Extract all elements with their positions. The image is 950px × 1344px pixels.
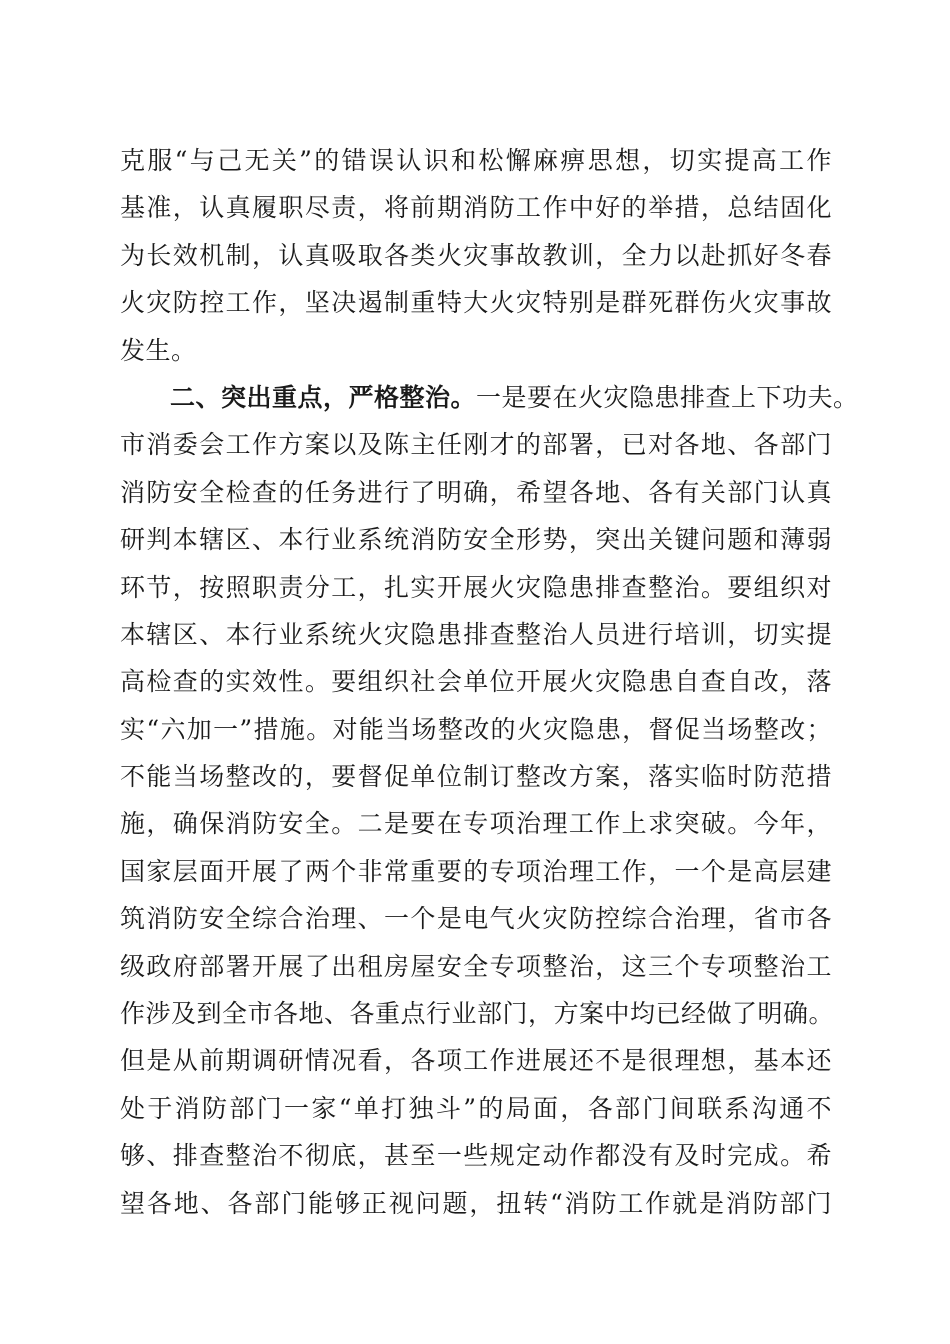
text-line: 处于消防部门一家“单打独斗”的局面，各部门间联系沟通不 — [120, 1093, 832, 1123]
text-line: 环节，按照职责分工，扎实开展火灾隐患排查整治。要组织对 — [120, 572, 832, 602]
text-line: 国家层面开展了两个非常重要的专项治理工作，一个是高层建 — [120, 856, 832, 886]
section-heading: 二、突出重点，严格整治。 — [170, 382, 477, 412]
text-line: 市消委会工作方案以及陈主任刚才的部署，已对各地、各部门 — [120, 430, 832, 460]
text-line: 级政府部署开展了出租房屋安全专项整治，这三个专项整治工 — [120, 951, 832, 981]
text-line: 施，确保消防安全。二是要在专项治理工作上求突破。今年， — [120, 809, 832, 839]
text-line: 实“六加一”措施。对能当场整改的火灾隐患，督促当场整改； — [120, 714, 832, 744]
text-line: 基准，认真履职尽责，将前期消防工作中好的举措，总结固化 — [120, 193, 832, 223]
text-line: 但是从前期调研情况看，各项工作进展还不是很理想，基本还 — [120, 1046, 832, 1076]
text-line: 本辖区、本行业系统火灾隐患排查整治人员进行培训，切实提 — [120, 619, 832, 649]
text-line: 不能当场整改的，要督促单位制订整改方案，落实临时防范措 — [120, 762, 832, 792]
text-line: 望各地、各部门能够正视问题，扭转“消防工作就是消防部门 — [120, 1188, 832, 1218]
document-body — [120, 137, 859, 1227]
text-line: 克服“与己无关”的错误认识和松懈麻痹思想，切实提高工作 — [120, 146, 832, 175]
text-line: 筑消防安全综合治理、一个是电气火灾防控综合治理，省市各 — [120, 904, 832, 934]
text-line: 消防安全检查的任务进行了明确，希望各地、各有关部门认真 — [120, 477, 832, 507]
text-line: 研判本辖区、本行业系统消防安全形势，突出关键问题和薄弱 — [120, 525, 832, 555]
text-line: 够、排查整治不彻底，甚至一些规定动作都没有及时完成。希 — [120, 1141, 832, 1171]
section-heading-line — [120, 374, 859, 421]
text-line: 发生。 — [120, 335, 197, 365]
text-line: 火灾防控工作，坚决遏制重特大火灾特别是群死群伤火灾事故 — [120, 288, 832, 318]
text-line: 为长效机制，认真吸取各类火灾事故教训，全力以赴抓好冬春 — [120, 240, 832, 270]
text-line: 高检查的实效性。要组织社会单位开展火灾隐患自查自改，落 — [120, 667, 832, 697]
text-line: 作涉及到全市各地、各重点行业部门，方案中均已经做了明确。 — [120, 999, 835, 1029]
section-heading-text: 一是要在火灾隐患排查上下功夫。 — [476, 382, 859, 412]
